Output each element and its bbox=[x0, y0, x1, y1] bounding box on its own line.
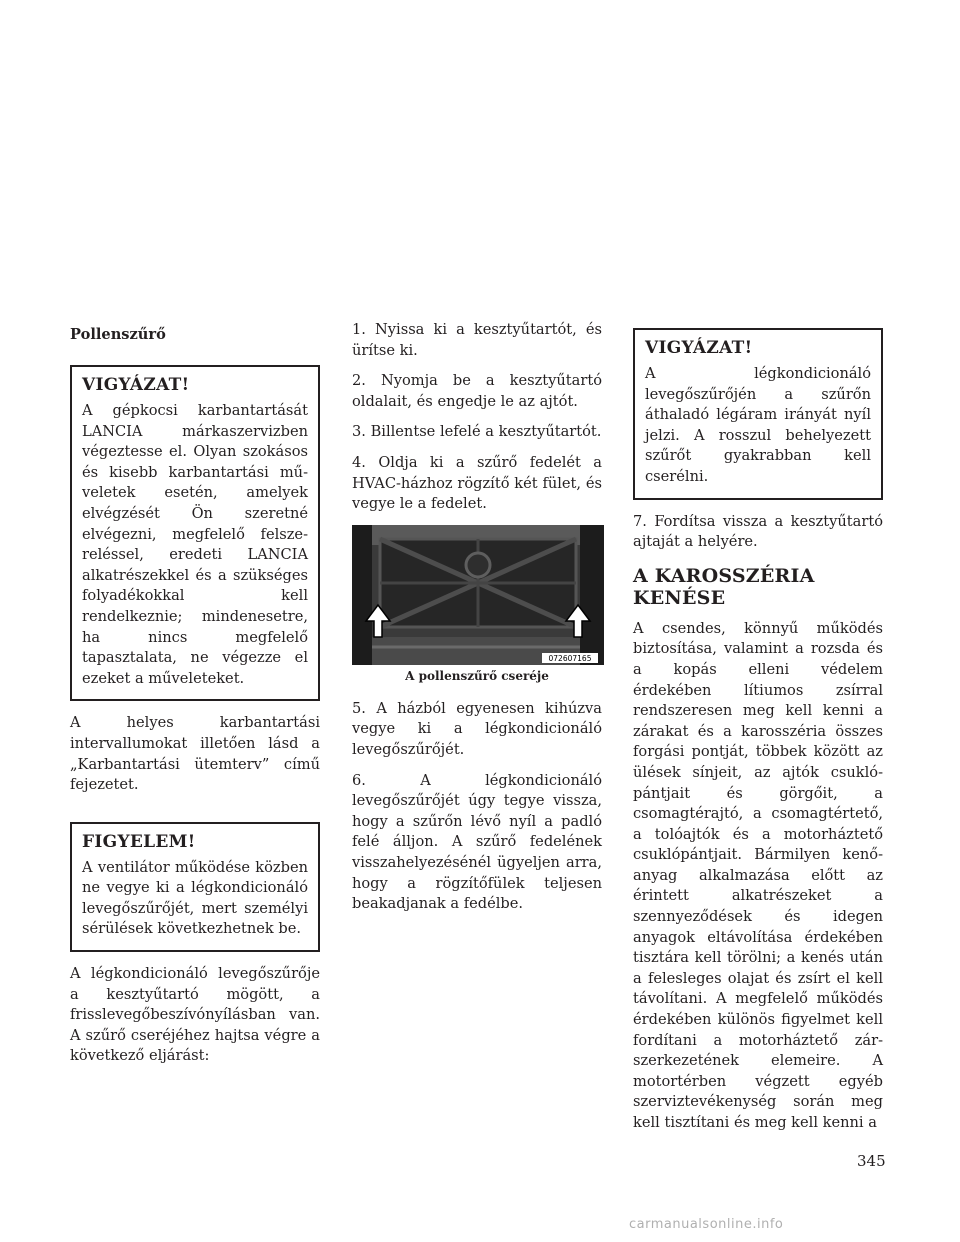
section-label: Pollenszűrő bbox=[70, 326, 166, 343]
watermark: carmanualsonline.info bbox=[629, 1217, 784, 1232]
figure-code: 072607165 bbox=[548, 653, 592, 663]
warning-box-filter-direction bbox=[633, 328, 883, 500]
warning-title: VIGYÁZAT! bbox=[82, 375, 190, 395]
column-middle bbox=[352, 320, 602, 925]
step-3: 3. Billentse lefelé a kesztyűtartót. bbox=[352, 423, 602, 441]
paragraph-body-lubrication: A csendes, könnyű működés biztosítása, valamint a rozsda és a kopás elleni védelem érdekében lítiumos zsírral rendszeresen meg kell kenni a zárakat és a karosszéria összes forgási pontját, többek között az ülések sínjeit, az ajtók csuklópántjait és görgőit, a csomagtérajtó, a csomagtértető, a tolóajtók és a motorháztető csuklópántjait. Bármilyen kenőanyag alkalmazása előtt az érintett alkatrészeket a szennyeződések és idegen anyagok eltávolítása érdekében tisztára kell törölni; a kenés után a felesleges olajat és zsírt el kell távolítani. A megfelelő működés érdekében különös figyelmet kell fordítani a motorháztető zárszerkezetének elemeire. A motortérben végzett egyéb szerviztevékenység során meg kell tisztítani és meg kell kenni a bbox=[633, 619, 883, 1131]
warning-box bbox=[70, 365, 320, 701]
paragraph-filter-location: A légkondicionáló levegőszűrője a kesztyűtartó mögött, a frisslevegőbeszívónyílásban van. A szűrő cseréjéhez hajtsa végre a következő eljárást: bbox=[70, 965, 320, 1065]
filter-photo-illustration bbox=[352, 525, 604, 665]
paragraph-intervals: A helyes karbantartási intervallumokat illetően lásd a „Karbantartási ütemterv” című fejezetet. bbox=[70, 714, 320, 794]
step-5: 5. A házból egyenesen kihúzva vegye ki a légkondicionáló levegőszűrőjét. bbox=[352, 699, 602, 758]
warning-text: A légkondicionáló levegőszűrőjén a szűrőn áthaladó légáram irányát nyíl jelzi. A rosszul behelyezett szűrőt gyakrabban kell cserélni. bbox=[645, 365, 871, 485]
step-7: 7. Fordítsa vissza a kesztyűtartó ajtaját a helyére. bbox=[633, 512, 883, 551]
warning-text: A gépkocsi karbantartását LANCIA márkaszervizben végeztesse el. Olyan szokásos és kisebb karbantartási műveletek esetén, amelyek elvégzését Ön szeretné elvégezni, megfelelő felszereléssel, eredeti LANCIA alkatrészekkel és a szükséges folyadékokkal kell rendelkeznie; mindenesetre, ha nincs megfelelő tapasztalata, ne végezze el ezeket a műveleteket. bbox=[82, 402, 308, 687]
filter-replacement-photo bbox=[352, 525, 604, 665]
section-heading: A KAROSSZÉRIA KENÉSE bbox=[633, 564, 815, 609]
column-right bbox=[633, 328, 883, 1146]
step-1: 1. Nyissa ki a kesztyűtartót, és ürítse ki. bbox=[352, 321, 602, 359]
figure-caption: A pollenszűrő cseréje bbox=[405, 668, 549, 683]
step-4: 4. Oldja ki a szűrő fedelét a HVAC-házhoz rögzítő két fület, és vegye le a fedelet. bbox=[352, 453, 602, 513]
column-left bbox=[70, 320, 320, 1079]
step-6: 6. A légkondicionáló levegőszűrőjét úgy tegye vissza, hogy a szűrőn lévő nyíl a padló felé álljon. A szűrő fedelének visszahelyezésénél ügyeljen arra, hogy a rögzítőfülek teljesen beakadjanak a fedélbe. bbox=[352, 771, 602, 913]
warning-title: VIGYÁZAT! bbox=[645, 338, 753, 358]
page-number: 345 bbox=[857, 1152, 886, 1170]
caution-title: FIGYELEM! bbox=[82, 831, 196, 852]
step-2: 2. Nyomja be a kesztyűtartó oldalait, és engedje le az ajtót. bbox=[352, 372, 602, 410]
caution-text: A ventilátor működése közben ne vegye ki a légkondicionáló levegőszűrőjét, mert személyi sérülések következhetnek be. bbox=[82, 858, 308, 938]
caution-box bbox=[70, 822, 320, 952]
